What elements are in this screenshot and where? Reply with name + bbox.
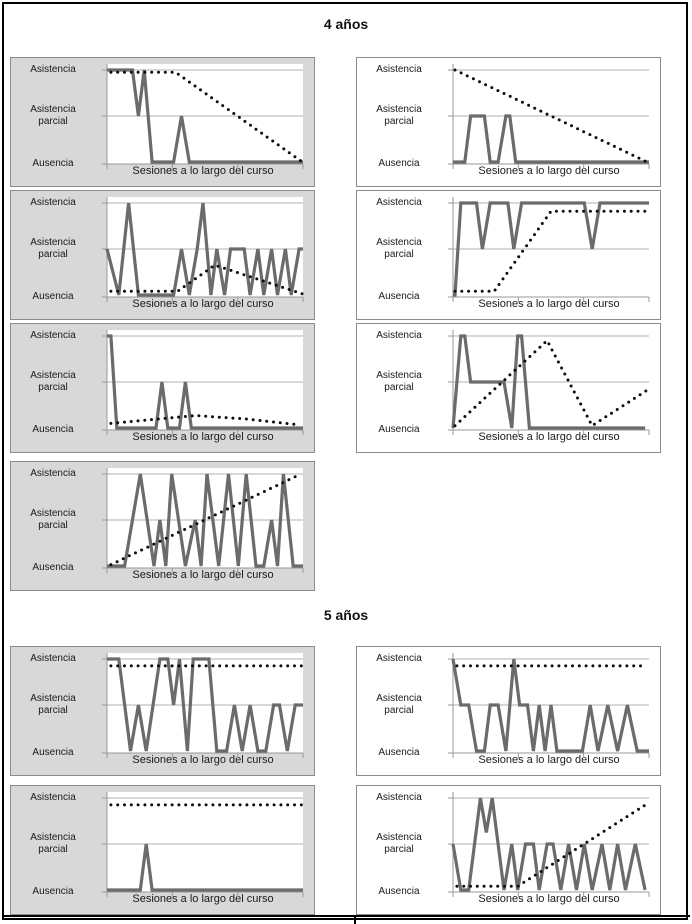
chart-plot-2md [443,195,655,317]
y-tick-label-ausencia: Ausencia [32,424,74,435]
y-tick-label-asistencia-parcial: Asistencia parcial [30,693,76,716]
x-axis-label: Sesiones a lo largo del curso [478,754,620,766]
x-axis-label: Sesiones a lo largo del curso [478,165,620,177]
x-axis-label: Sesiones a lo largo del curso [132,431,274,443]
table-row-divider [2,915,690,917]
table-column-divider [354,915,356,924]
chart-panel-9md [356,785,661,915]
y-tick-label-asistencia: Asistencia [30,468,76,479]
y-tick-label-ausencia: Ausencia [378,886,420,897]
y-tick-label-asistencia-parcial: Asistencia parcial [376,237,422,260]
y-tick-label-asistencia-parcial: Asistencia parcial [376,370,422,393]
x-axis-label: Sesiones a lo largo del curso [478,431,620,443]
section-title-5-anos: 5 años [323,607,369,623]
x-axis-label: Sesiones a lo largo del curso [478,298,620,310]
y-tick-label-asistencia-parcial: Asistencia parcial [30,370,76,393]
chart-panel-10am [10,461,315,591]
y-tick-label-asistencia-parcial: Asistencia parcial [30,832,76,855]
chart-plot-7am [97,790,309,912]
y-tick-label-ausencia: Ausencia [32,158,74,169]
chart-panel-4am [10,190,315,320]
y-tick-label-asistencia-parcial: Asistencia parcial [30,237,76,260]
x-axis-label: Sesiones a lo largo del curso [132,298,274,310]
y-tick-label-ausencia: Ausencia [378,158,420,169]
y-tick-label-ausencia: Ausencia [378,424,420,435]
chart-panel-5am [10,323,315,453]
x-axis-label: Sesiones a lo largo del curso [478,893,620,905]
y-tick-label-asistencia: Asistencia [30,792,76,803]
section-title-4-anos: 4 años [323,16,369,32]
y-tick-label-ausencia: Ausencia [32,291,74,302]
chart-panel-1md [356,57,661,187]
y-tick-label-asistencia: Asistencia [376,64,422,75]
chart-plot-5am [97,328,309,450]
chart-panel-11md [356,323,661,453]
y-tick-label-asistencia-parcial: Asistencia parcial [30,508,76,531]
chart-panel-7am [10,785,315,915]
y-tick-label-asistencia: Asistencia [376,653,422,664]
chart-plot-1md [443,62,655,184]
chart-plot-4am [97,195,309,317]
chart-plot-11md [443,328,655,450]
y-tick-label-ausencia: Ausencia [32,886,74,897]
chart-panel-2md [356,190,661,320]
y-tick-label-asistencia: Asistencia [376,330,422,341]
y-tick-label-asistencia: Asistencia [30,64,76,75]
y-tick-label-ausencia: Ausencia [378,291,420,302]
y-tick-label-ausencia: Ausencia [32,747,74,758]
y-tick-label-asistencia: Asistencia [376,197,422,208]
y-tick-label-asistencia: Asistencia [30,197,76,208]
x-axis-label: Sesiones a lo largo del curso [132,569,274,581]
y-tick-label-ausencia: Ausencia [32,562,74,573]
y-tick-label-asistencia-parcial: Asistencia parcial [376,693,422,716]
y-tick-label-asistencia: Asistencia [30,653,76,664]
y-tick-label-asistencia: Asistencia [376,792,422,803]
y-tick-label-asistencia-parcial: Asistencia parcial [376,832,422,855]
y-tick-label-asistencia: Asistencia [30,330,76,341]
chart-panel-8md [356,646,661,776]
x-axis-label: Sesiones a lo largo del curso [132,893,274,905]
y-tick-label-asistencia-parcial: Asistencia parcial [376,104,422,127]
chart-plot-9md [443,790,655,912]
chart-panel-6am [10,646,315,776]
chart-plot-8md [443,651,655,773]
chart-plot-3am [97,62,309,184]
chart-panel-3am [10,57,315,187]
x-axis-label: Sesiones a lo largo del curso [132,165,274,177]
chart-plot-6am [97,651,309,773]
y-tick-label-ausencia: Ausencia [378,747,420,758]
y-tick-label-asistencia-parcial: Asistencia parcial [30,104,76,127]
x-axis-label: Sesiones a lo largo del curso [132,754,274,766]
chart-plot-10am [97,466,309,588]
